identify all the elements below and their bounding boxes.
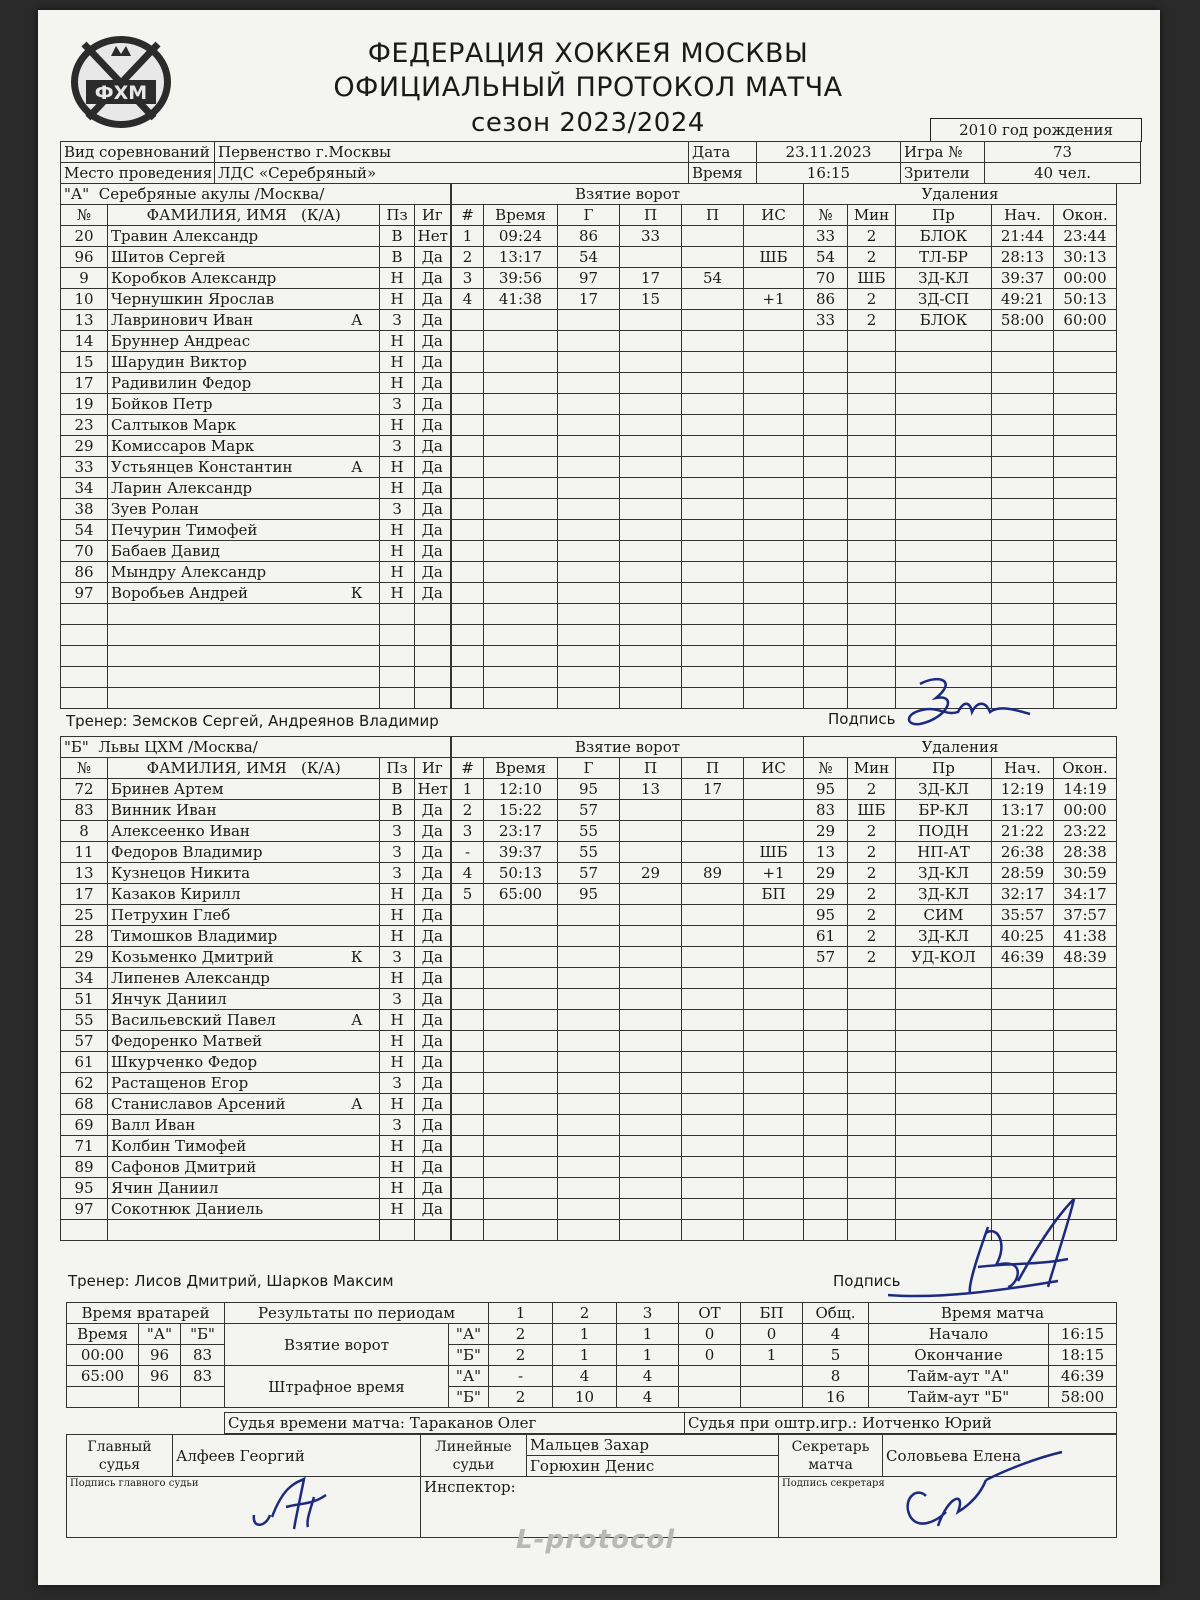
roster-row: 62 Растащенов Егор З Да <box>61 1073 451 1094</box>
goal-row <box>452 1073 804 1094</box>
roster-row: 83 Винник Иван В Да <box>61 800 451 821</box>
info-table <box>60 141 1141 184</box>
birth-year-box: 2010 год рождения <box>930 118 1142 142</box>
penalty-row <box>804 457 1117 478</box>
goal-row <box>452 394 804 415</box>
penalty-row <box>804 646 1117 667</box>
goal-row <box>452 604 804 625</box>
place-label: Место проведения <box>61 163 215 184</box>
penalty-row <box>804 352 1117 373</box>
penalty-row: 29 2 ЗД-КЛ 32:17 34:17 <box>804 884 1117 905</box>
penalty-row: 70 ШБ ЗД-КЛ 39:37 00:00 <box>804 268 1117 289</box>
team-a-roster: "А" Серебряные акулы /Москва/ № ФАМИЛИЯ, ИМЯ (К/А) Пз Иг 20 Травин Александр В Нет 96 Шитов Сергей В Да 9 Коробков Александр Н Да 10 Чернушкин Ярослав Н Да 13 Лавринович Иван А З Да 14 Бруннер Андреас Н Да 15 Шарудин Виктор Н Да 17 Радивилин Федор Н Да 19 Бойков Петр З Да 23 Салтыков Марк Н Да 29 Комиссаров Марк З Да 33 Устьянцев Константин А Н Да 34 Ларин Александр Н Да 38 Зуев Ролан З Да 54 Печурин Тимофей Н Да 70 Бабаев Давид Н Да 86 Мындру Александр Н Да 97 Воробьев Андрей К Н Да <box>60 183 451 709</box>
penalty-row: 83 ШБ БР-КЛ 13:17 00:00 <box>804 800 1117 821</box>
team-a-sign-label: Подпись <box>828 710 896 728</box>
roster-row: 10 Чернушкин Ярослав Н Да <box>61 289 451 310</box>
roster-row <box>61 667 451 688</box>
penalty-row <box>804 989 1117 1010</box>
roster-row: 23 Салтыков Марк Н Да <box>61 415 451 436</box>
spectators-label: Зрители <box>901 163 985 184</box>
goal-row: 1 12:10 95 13 17 <box>452 779 804 800</box>
penalty-row <box>804 331 1117 352</box>
roster-row: 20 Травин Александр В Нет <box>61 226 451 247</box>
penalty-row <box>804 499 1117 520</box>
roster-row: 71 Колбин Тимофей Н Да <box>61 1136 451 1157</box>
penalty-row <box>804 1031 1117 1052</box>
penalty-row: 33 2 БЛОК 21:44 23:44 <box>804 226 1117 247</box>
roster-row: 13 Кузнецов Никита З Да <box>61 863 451 884</box>
roster-row: 28 Тимошков Владимир Н Да <box>61 926 451 947</box>
player-name: Лавринович Иван <box>111 311 254 329</box>
roster-row: 8 Алексеенко Иван З Да <box>61 821 451 842</box>
roster-row: 57 Федоренко Матвей Н Да <box>61 1031 451 1052</box>
penalty-row: 86 2 ЗД-СП 49:21 50:13 <box>804 289 1117 310</box>
spectators-value: 40 чел. <box>985 163 1141 184</box>
roster-row: 14 Бруннер Андреас Н Да <box>61 331 451 352</box>
penalty-row: 29 2 ПОДН 21:22 23:22 <box>804 821 1117 842</box>
goal-row: 3 23:17 55 <box>452 821 804 842</box>
penalty-row <box>804 1115 1117 1136</box>
roster-row: 68 Станиславов Арсений А Н Да <box>61 1094 451 1115</box>
time-value: 16:15 <box>757 163 901 184</box>
roster-row <box>61 604 451 625</box>
penalty-row <box>804 625 1117 646</box>
team-b-sign-label: Подпись <box>833 1272 901 1290</box>
captain-mark: А <box>351 1011 363 1029</box>
player-name: Станиславов Арсений <box>111 1095 286 1113</box>
goal-row <box>452 625 804 646</box>
penalty-row <box>804 415 1117 436</box>
goal-row: 5 65:00 95 БП <box>452 884 804 905</box>
player-name: Устьянцев Константин <box>111 458 293 476</box>
goal-row <box>452 1031 804 1052</box>
main-judge-signature <box>248 1475 348 1535</box>
penalty-row: 95 2 СИМ 35:57 37:57 <box>804 905 1117 926</box>
roster-row: 25 Петрухин Глеб Н Да <box>61 905 451 926</box>
comp-value: Первенство г.Москвы <box>215 142 689 163</box>
goal-row: 4 50:13 57 29 89 +1 <box>452 863 804 884</box>
captain-mark: А <box>351 1095 363 1113</box>
penalty-row <box>804 1136 1117 1157</box>
team-a-header: "А" Серебряные акулы /Москва/ <box>61 184 451 205</box>
game-label: Игра № <box>901 142 985 163</box>
period-results-table: Результаты по периодам 1 2 3 ОТ БП Общ. Взятие ворот "А" 2 1 1 0 0 4 "Б" 2 1 1 0 1 5 Штрафное время "А" - 4 4 8 "Б" 2 10 4 16 <box>224 1302 869 1408</box>
roster-row: 34 Ларин Александр Н Да <box>61 478 451 499</box>
goal-row <box>452 583 804 604</box>
penalty-row <box>804 394 1117 415</box>
goal-row: 4 41:38 17 15 +1 <box>452 289 804 310</box>
goal-row: 2 15:22 57 <box>452 800 804 821</box>
captain-mark: К <box>350 948 363 966</box>
penalty-row <box>804 1094 1117 1115</box>
goal-row <box>452 646 804 667</box>
team-b-roster: "Б" Львы ЦХМ /Москва/ № ФАМИЛИЯ, ИМЯ (К/А) Пз Иг 72 Бринев Артем В Нет 83 Винник Иван В Да 8 Алексеенко Иван З Да 11 Федоров Владимир З Да 13 Кузнецов Никита З Да 17 Казаков Кирилл Н Да 25 Петрухин Глеб Н Да 28 Тимошков Владимир Н Да 29 Козьменко Дмитрий К З Да 34 Липенев Александр Н Да 51 Янчук Даниил З Да 55 Васильевский Павел А Н Да 57 Федоренко Матвей Н Да 61 Шкурченко Федор Н Да 62 Растащенов Егор З Да 68 Станиславов Арсений А Н Да 69 Валл Иван З Да 71 Колбин Тимофей Н Да 89 Сафонов Дмитрий Н Да 95 Ячин Даниил Н Да 97 Сокотнюк Даниель Н Да <box>60 736 451 1241</box>
roster-row: 11 Федоров Владимир З Да <box>61 842 451 863</box>
player-name: Воробьев Андрей <box>111 584 249 602</box>
game-value: 73 <box>985 142 1141 163</box>
comp-label: Вид соревнований <box>61 142 215 163</box>
roster-row: 33 Устьянцев Константин А Н Да <box>61 457 451 478</box>
penalty-row <box>804 1073 1117 1094</box>
captain-mark: А <box>351 458 363 476</box>
roster-row: 69 Валл Иван З Да <box>61 1115 451 1136</box>
captain-mark: К <box>350 584 363 602</box>
penalty-row: 95 2 ЗД-КЛ 12:19 14:19 <box>804 779 1117 800</box>
goal-row <box>452 436 804 457</box>
roster-name-header: ФАМИЛИЯ, ИМЯ (К/А) <box>108 205 380 226</box>
goal-row: 1 09:24 86 33 <box>452 226 804 247</box>
penalty-row: 61 2 ЗД-КЛ 40:25 41:38 <box>804 926 1117 947</box>
date-label: Дата <box>689 142 757 163</box>
goal-row <box>452 989 804 1010</box>
match-time-table: Время матча Начало 16:15 Окончание 18:15 Тайм-аут "А" 46:39 Тайм-аут "Б" 58:00 <box>868 1302 1117 1408</box>
goal-row <box>452 1220 804 1241</box>
goal-row: 3 39:56 97 17 54 <box>452 268 804 289</box>
goal-row <box>452 331 804 352</box>
team-a-signature <box>898 672 1038 732</box>
penalty-row <box>804 436 1117 457</box>
roster-row: 29 Козьменко Дмитрий К З Да <box>61 947 451 968</box>
goal-row <box>452 1094 804 1115</box>
goal-row <box>452 541 804 562</box>
goal-row <box>452 1136 804 1157</box>
penalty-row <box>804 373 1117 394</box>
goal-row <box>452 1178 804 1199</box>
team-a-trainer: Тренер: Земсков Сергей, Андреянов Владимир <box>66 712 439 730</box>
l-protocol-watermark: L-protocol <box>516 1525 676 1555</box>
goalie-time-table: Время вратарей Время "А" "Б" 00:00 96 83 65:00 96 83 <box>66 1302 225 1408</box>
penalty-row <box>804 583 1117 604</box>
roster-row: 15 Шарудин Виктор Н Да <box>61 352 451 373</box>
roster-row: 72 Бринев Артем В Нет <box>61 779 451 800</box>
team-b-signature <box>878 1195 1098 1305</box>
goal-row <box>452 667 804 688</box>
officials-table: Главный судья Алфеев Георгий Линейные судьи Мальцев Захар Секретарь матча Соловьева Елена Горюхин Денис Подпись главного судьи Инспектор: Подпись секретаря <box>66 1434 1117 1538</box>
goal-row <box>452 352 804 373</box>
penalty-row: 54 2 ТЛ-БР 28:13 30:13 <box>804 247 1117 268</box>
roster-row: 97 Воробьев Андрей К Н Да <box>61 583 451 604</box>
roster-row: 61 Шкурченко Федор Н Да <box>61 1052 451 1073</box>
player-name: Васильевский Павел <box>111 1011 276 1029</box>
time-label: Время <box>689 163 757 184</box>
roster-row: 96 Шитов Сергей В Да <box>61 247 451 268</box>
place-value: ЛДС «Серебряный» <box>215 163 689 184</box>
team-b-trainer: Тренер: Лисов Дмитрий, Шарков Максим <box>68 1272 394 1290</box>
goal-row <box>452 415 804 436</box>
roster-row: 17 Радивилин Федор Н Да <box>61 373 451 394</box>
goal-row: 2 13:17 54 ШБ <box>452 247 804 268</box>
goal-row <box>452 947 804 968</box>
roster-row: 29 Комиссаров Марк З Да <box>61 436 451 457</box>
penalty-row <box>804 520 1117 541</box>
penalty-judge: Судья при оштр.игр.: Иотченко Юрий <box>685 1413 1117 1434</box>
team-b-goals: Взятие ворот # Время Г П П ИС 1 12:10 95 13 17 2 15:22 57 3 23:17 55 - 39:37 55 ШБ 4 50:13 57 29 89 +1 5 65:00 95 БП <box>451 736 804 1241</box>
goal-row <box>452 1052 804 1073</box>
svg-text:ФХМ: ФХМ <box>94 82 148 104</box>
season-title: сезон 2023/2024 <box>471 108 705 138</box>
goal-row <box>452 373 804 394</box>
penalty-row: 33 2 БЛОК 58:00 60:00 <box>804 310 1117 331</box>
goal-row <box>452 1157 804 1178</box>
goal-row <box>452 1010 804 1031</box>
roster-row: 34 Липенев Александр Н Да <box>61 968 451 989</box>
goal-row <box>452 520 804 541</box>
protocol-sheet <box>38 10 1160 1585</box>
captain-mark: А <box>351 311 363 329</box>
player-name: Козьменко Дмитрий <box>111 948 274 966</box>
roster-row <box>61 688 451 709</box>
date-value: 23.11.2023 <box>757 142 901 163</box>
goal-row <box>452 1199 804 1220</box>
goal-row <box>452 457 804 478</box>
penalty-row <box>804 478 1117 499</box>
goal-row <box>452 478 804 499</box>
roster-row: 95 Ячин Даниил Н Да <box>61 1178 451 1199</box>
timekeeper: Судья времени матча: Тараканов Олег <box>225 1413 685 1434</box>
roster-row: 89 Сафонов Дмитрий Н Да <box>61 1157 451 1178</box>
roster-row <box>61 1220 451 1241</box>
team-b-penalties: Удаления № Мин Пр Нач. Окон. 95 2 ЗД-КЛ 12:19 14:19 83 ШБ БР-КЛ 13:17 00:00 29 2 ПОДН 21:22 23:22 13 2 НП-АТ 26:38 28:38 29 2 ЗД-КЛ 28:59 30:59 29 2 ЗД-КЛ 32:17 34:17 95 2 СИМ 35:57 37:57 61 2 ЗД-КЛ 40:25 41:38 57 2 УД-КОЛ 46:39 48:39 <box>803 736 1117 1241</box>
roster-name-header: ФАМИЛИЯ, ИМЯ (К/А) <box>108 758 380 779</box>
penalty-row: 57 2 УД-КОЛ 46:39 48:39 <box>804 947 1117 968</box>
roster-row: 51 Янчук Даниил З Да <box>61 989 451 1010</box>
goal-row <box>452 1115 804 1136</box>
goal-row <box>452 688 804 709</box>
penalty-row <box>804 1157 1117 1178</box>
roster-row <box>61 646 451 667</box>
federation-title: ФЕДЕРАЦИЯ ХОККЕЯ МОСКВЫ <box>367 38 809 69</box>
goal-row: - 39:37 55 ШБ <box>452 842 804 863</box>
goal-row <box>452 562 804 583</box>
penalty-row <box>804 968 1117 989</box>
goal-row <box>452 905 804 926</box>
penalty-row <box>804 541 1117 562</box>
goal-row <box>452 499 804 520</box>
roster-row: 54 Печурин Тимофей Н Да <box>61 520 451 541</box>
penalty-row <box>804 604 1117 625</box>
goal-row <box>452 968 804 989</box>
roster-row: 9 Коробков Александр Н Да <box>61 268 451 289</box>
judges-line <box>224 1412 1117 1434</box>
roster-row: 19 Бойков Петр З Да <box>61 394 451 415</box>
roster-row: 13 Лавринович Иван А З Да <box>61 310 451 331</box>
roster-row: 17 Казаков Кирилл Н Да <box>61 884 451 905</box>
penalty-row <box>804 1052 1117 1073</box>
team-a-penalties: Удаления № Мин Пр Нач. Окон. 33 2 БЛОК 21:44 23:44 54 2 ТЛ-БР 28:13 30:13 70 ШБ ЗД-КЛ 39:37 00:00 86 2 ЗД-СП 49:21 50:13 33 2 БЛОК 58:00 60:00 <box>803 183 1117 709</box>
roster-row <box>61 625 451 646</box>
team-b-header: "Б" Львы ЦХМ /Москва/ <box>61 737 451 758</box>
secretary-signature <box>886 1450 1066 1540</box>
roster-row: 70 Бабаев Давид Н Да <box>61 541 451 562</box>
team-a-goals: Взятие ворот # Время Г П П ИС 1 09:24 86 33 2 13:17 54 ШБ 3 39:56 97 17 54 4 41:38 17 15 +1 <box>451 183 804 709</box>
penalty-row: 13 2 НП-АТ 26:38 28:38 <box>804 842 1117 863</box>
penalty-row <box>804 562 1117 583</box>
protocol-title: ОФИЦИАЛЬНЫЙ ПРОТОКОЛ МАТЧА <box>333 72 843 103</box>
goal-row <box>452 926 804 947</box>
fhm-logo <box>66 32 176 132</box>
goal-row <box>452 310 804 331</box>
roster-row: 86 Мындру Александр Н Да <box>61 562 451 583</box>
roster-row: 38 Зуев Ролан З Да <box>61 499 451 520</box>
penalty-row <box>804 1010 1117 1031</box>
roster-row: 97 Сокотнюк Даниель Н Да <box>61 1199 451 1220</box>
penalty-row: 29 2 ЗД-КЛ 28:59 30:59 <box>804 863 1117 884</box>
roster-row: 55 Васильевский Павел А Н Да <box>61 1010 451 1031</box>
